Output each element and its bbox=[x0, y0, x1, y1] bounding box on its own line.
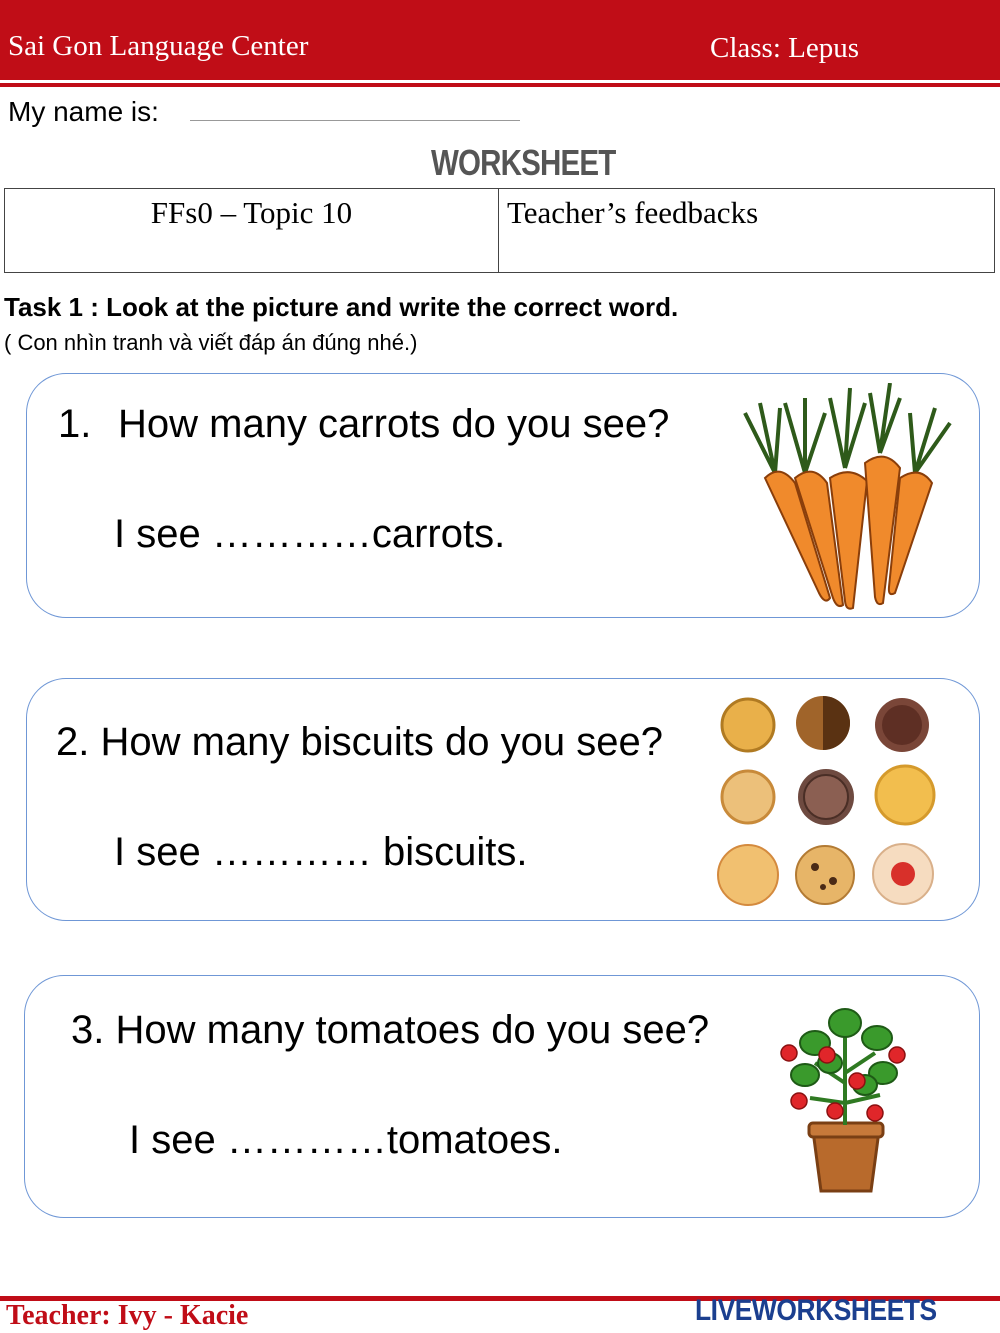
answer-1[interactable]: I see …………carrots. bbox=[114, 512, 506, 556]
question-number: 1. bbox=[58, 402, 92, 446]
carrots-picture bbox=[735, 383, 960, 613]
teacher-name: Teacher: Ivy - Kacie bbox=[6, 1300, 249, 1331]
name-label: My name is: bbox=[8, 96, 159, 127]
info-table bbox=[4, 188, 995, 273]
biscuits-picture bbox=[705, 695, 955, 920]
question-number: 2. bbox=[56, 720, 90, 764]
question-text: How many carrots do you see? bbox=[118, 402, 670, 446]
liveworksheets-logo[interactable]: LIVEWORKSHEETS bbox=[695, 1294, 937, 1327]
answer-2[interactable]: I see ………… biscuits. bbox=[114, 830, 528, 874]
question-2 bbox=[56, 720, 663, 765]
class-name: Class: Lepus bbox=[710, 32, 860, 64]
name-input-line[interactable] bbox=[190, 120, 520, 121]
worksheet-title: WORKSHEET bbox=[431, 142, 616, 183]
header-divider bbox=[0, 83, 1000, 87]
question-text: How many tomatoes do you see? bbox=[115, 1008, 710, 1052]
question-1 bbox=[58, 402, 669, 447]
answer-3[interactable]: I see …………tomatoes. bbox=[129, 1118, 563, 1162]
question-text: How many biscuits do you see? bbox=[100, 720, 663, 764]
task-title: Task 1 : Look at the picture and write the correct word. bbox=[4, 292, 679, 322]
question-number: 3. bbox=[71, 1008, 105, 1052]
center-name: Sai Gon Language Center bbox=[8, 30, 309, 62]
tomato-plant-picture bbox=[775, 1003, 920, 1198]
task-subtitle: ( Con nhìn tranh và viết đáp án đúng nhé.) bbox=[4, 330, 418, 355]
question-3 bbox=[71, 1008, 709, 1053]
topic-cell: FFs0 – Topic 10 bbox=[5, 189, 499, 272]
feedback-cell: Teacher’s feedbacks bbox=[507, 195, 759, 230]
